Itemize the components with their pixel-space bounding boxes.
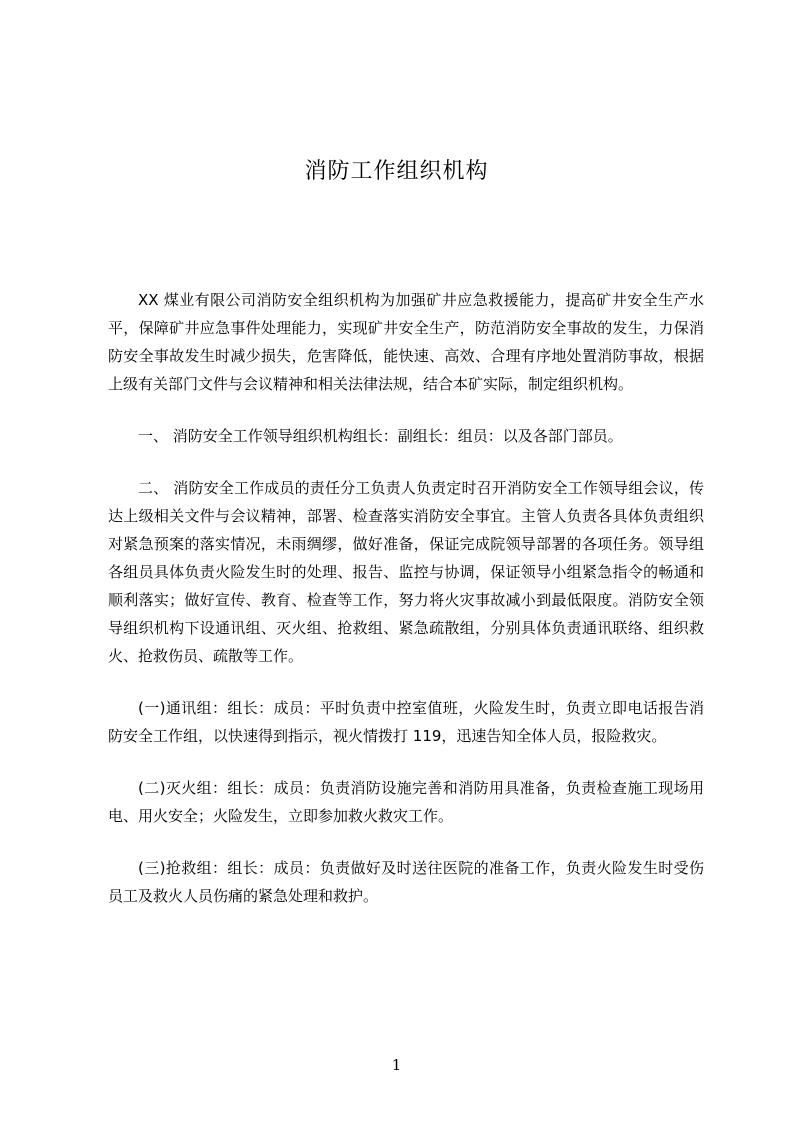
- document-title: 消防工作组织机构: [304, 158, 489, 184]
- document-body: [108, 286, 704, 934]
- section-two-paragraph: 二、 消防安全工作成员的责任分工负责人负责定时召开消防安全工作领导组会议，传达上级相关文件与会议精神，部署、检查落实消防安全事宜。主管人负责各具体负责组织对紧急预案的落实情况，未雨绸缪，做好准备，保证完成院领导部署的各项任务。领导组各组员具体负责火险发生时的处理、报告、监控与协调，保证领导小组紧急指令的畅通和顺利落实；做好宣传、教育、检查等工作，努力将火灾事故减小到最低限度。消防安全领导组织机构下设通讯组、灭火组、抢救组、紧急疏散组，分别具体负责通讯联络、组织救火、抢救伤员、疏散等工作。: [108, 479, 704, 665]
- page-number: 1: [391, 1056, 402, 1074]
- section-one-paragraph: 一、 消防安全工作领导组织机构组长：副组长：组员：以及各部门部员。: [138, 427, 623, 445]
- communication-group-paragraph: (一)通讯组：组长：成员：平时负责中控室值班，火险发生时，负责立即电话报告消防安全工作组，以快速得到指示，视火情拨打 119，迅速告知全体人员，报险救灾。: [108, 699, 704, 745]
- rescue-group-paragraph: (三)抢救组：组长：成员：负责做好及时送往医院的准备工作，负责火险发生时受伤员工及救火人员伤痛的紧急处理和救护。: [108, 859, 704, 905]
- firefighting-group-paragraph: (二)灭火组：组长：成员：负责消防设施完善和消防用具准备，负责检查施工现场用电、用火安全；火险发生，立即参加救火救灾工作。: [108, 779, 704, 825]
- intro-paragraph: XX 煤业有限公司消防安全组织机构为加强矿井应急救援能力，提高矿井安全生产水平，保障矿井应急事件处理能力，实现矿井安全生产，防范消防安全事故的发生，力保消防安全事故发生时减少损失，危害降低，能快速、高效、合理有序地处置消防事故，根据上级有关部门文件与会议精神和相关法律法规，结合本矿实际，制定组织机构。: [108, 291, 704, 393]
